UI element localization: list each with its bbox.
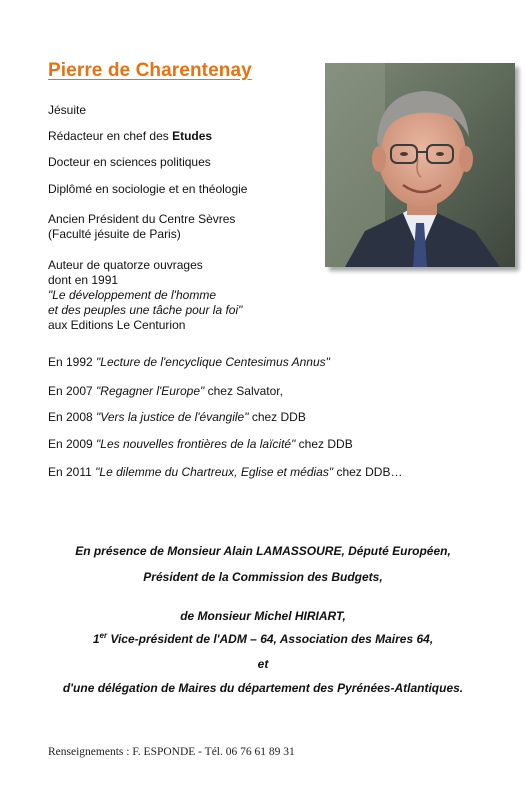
book-title: "Lecture de l'encyclique Centesimus Annus": [96, 355, 330, 369]
presence-line-3: de Monsieur Michel HIRIART,: [180, 609, 346, 623]
bio-jesuite: Jésuite: [48, 103, 87, 117]
bio-doctorate: Docteur en sciences politiques: [48, 155, 211, 169]
presence-line-4-sup: er: [99, 631, 108, 640]
book-title: "Regagner l'Europe": [96, 384, 205, 398]
presence-line-4-rest: Vice-président de l'ADM – 64, Association des Maires 64,: [107, 632, 434, 646]
book-year: En 2009: [48, 437, 97, 451]
book-2007: [48, 384, 283, 399]
book-title: "Vers la justice de l'évangile": [96, 410, 249, 424]
footer-contact: Renseignements : F. ESPONDE - Tél. 06 76 61 89 31: [48, 746, 295, 758]
page-title: Pierre de Charentenay: [48, 60, 252, 81]
presence-line-4: [0, 632, 526, 647]
bio-editor: [48, 129, 212, 144]
bio-editor-bold: Etudes: [172, 129, 213, 143]
bio-author-line2: dont en 1991: [48, 273, 119, 287]
book-year: En 1992: [48, 355, 97, 369]
bio-author-line4: et des peuples une tâche pour la foi": [48, 303, 243, 317]
book-2009: [48, 437, 353, 452]
book-publisher: chez DDB: [295, 437, 353, 451]
presence-line-2: Président de la Commission des Budgets,: [143, 570, 383, 584]
book-year: En 2008: [48, 410, 97, 424]
book-2011: [48, 465, 402, 480]
bio-former-president-line2: (Faculté jésuite de Paris): [48, 227, 181, 241]
bio-former-president-line1: Ancien Président du Centre Sèvres: [48, 212, 236, 226]
bio-former-president: [48, 212, 235, 242]
bio-editor-text: Rédacteur en chef des: [48, 129, 173, 143]
bio-author: [48, 258, 242, 333]
book-publisher: chez Salvator,: [204, 384, 283, 398]
bio-author-line1: Auteur de quatorze ouvrages: [48, 258, 203, 272]
bio-diploma: Diplômé en sociologie et en théologie: [48, 182, 248, 196]
bio-author-line3: "Le développement de l'homme: [48, 288, 216, 302]
book-publisher: chez DDB: [248, 410, 306, 424]
presence-line-1: En présence de Monsieur Alain LAMASSOURE, Député Européen,: [75, 544, 451, 558]
book-title: "Les nouvelles frontières de la laïcité": [96, 437, 296, 451]
book-publisher: chez DDB…: [333, 465, 403, 479]
presence-line-4-num: 1: [92, 632, 100, 646]
portrait-photo: [325, 63, 515, 267]
book-year: En 2011: [48, 465, 96, 479]
presence-line-6: d'une délégation de Maires du département des Pyrénées-Atlantiques.: [62, 681, 464, 695]
book-title: "Le dilemme du Chartreux, Eglise et médias": [95, 465, 334, 479]
book-year: En 2007: [48, 384, 97, 398]
book-1992: [48, 355, 330, 370]
bio-author-line5: aux Editions Le Centurion: [48, 318, 186, 332]
presence-line-5: et: [257, 657, 269, 671]
book-2008: [48, 410, 306, 425]
